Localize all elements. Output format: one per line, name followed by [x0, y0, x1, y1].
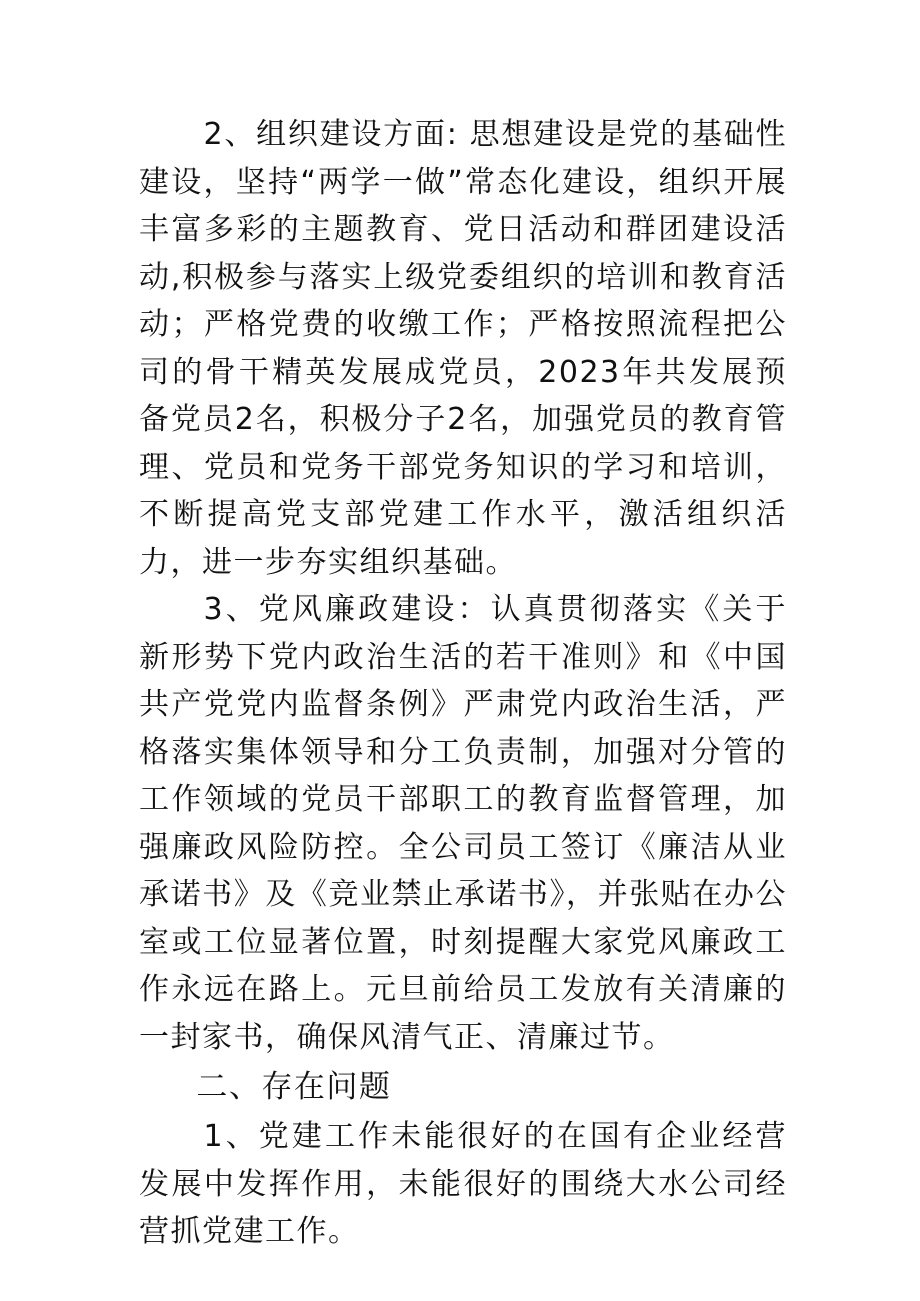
paragraph-problem-1: 1、党建工作未能很好的在国有企业经营发展中发挥作用，未能很好的围绕大水公司经营抓党建工作。 [139, 1119, 787, 1249]
document-body [139, 111, 787, 1256]
section-heading-existing-problems: 二、存在问题 [196, 1069, 392, 1105]
paragraph-organization-building: 2、组织建设方面: 思想建设是党的基础性建设，坚持“两学一做”常态化建设，组织开展丰富多彩的主题教育、党日活动和群团建设活动,积极参与落实上级党委组织的培训和教育活动；严格党费的收缴工作；严格按照流程把公司的骨干精英发展成党员，2023年共发展预备党员2名，积极分子2名，加强党员的教育管理、党员和党务干部党务知识的学习和培训，不断提高党支部党建工作水平，激活组织活力，进一步夯实组织基础。 [139, 117, 787, 580]
paragraph-party-integrity: 3、党风廉政建设：认真贯彻落实《关于新形势下党内政治生活的若干准则》和《中国共产党党内监督条例》严肃党内政治生活，严格落实集体领导和分工负责制，加强对分管的工作领域的党员干部职工的教育监督管理，加强廉政风险防控。全公司员工签订《廉洁从业承诺书》及《竞业禁止承诺书》，并张贴在办公室或工位显著位置，时刻提醒大家党风廉政工作永远在路上。元旦前给员工发放有关清廉的一封家书，确保风清气正、清廉过节。 [139, 592, 787, 1055]
